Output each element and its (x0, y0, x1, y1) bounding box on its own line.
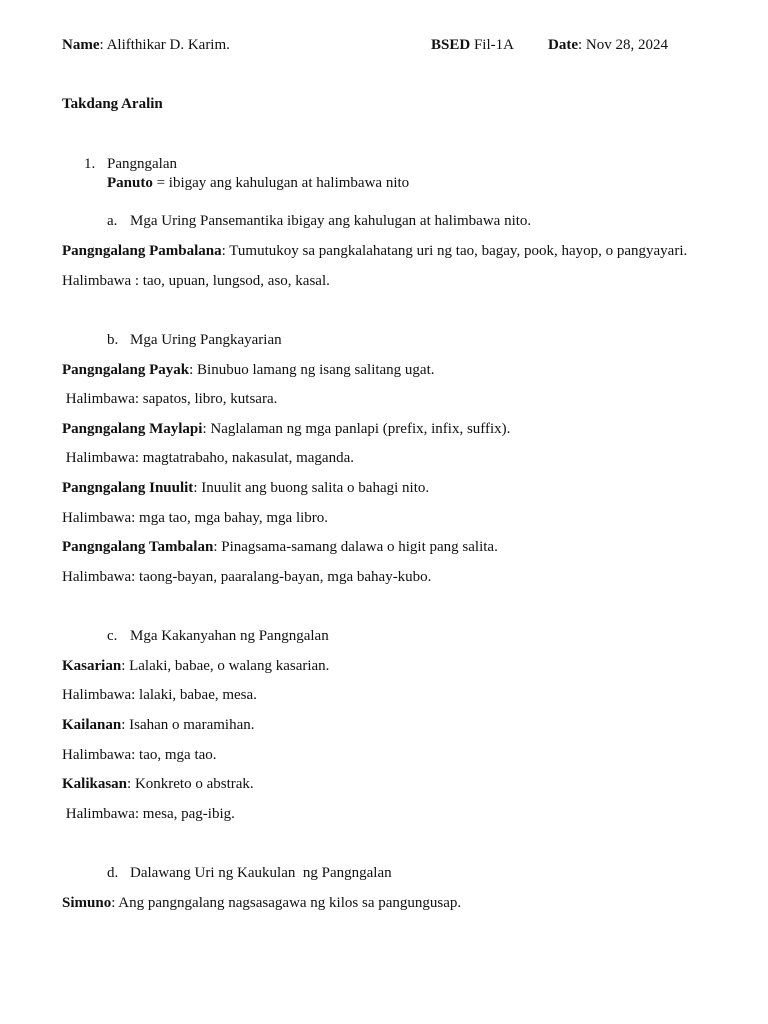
section-b-heading: Mga Uring Pangkayarian (130, 332, 282, 348)
document-title: Takdang Aralin (62, 96, 163, 112)
sub-marker-c: c. (107, 628, 118, 644)
term: Pangngalang Maylapi (62, 421, 203, 437)
definition-line (62, 478, 429, 498)
definition-line (62, 360, 435, 380)
example-line: Halimbawa: tao, mga tao. (62, 747, 217, 763)
panuto-line (107, 173, 409, 193)
definition: : Inuulit ang buong salita o bahagi nito. (193, 480, 430, 496)
definition-line (62, 419, 510, 439)
name-label: Name (62, 37, 100, 53)
definition-line (62, 241, 687, 261)
sub-marker-a: a. (107, 213, 118, 229)
header-date (548, 35, 668, 55)
term: Kailanan (62, 717, 122, 733)
sub-marker-d: d. (107, 865, 119, 881)
header-course (431, 35, 514, 55)
date-label: Date (548, 37, 578, 53)
term: Pangngalang Pambalana (62, 243, 222, 259)
example-line: Halimbawa: mesa, pag-ibig. (62, 806, 235, 822)
section-d-heading: Dalawang Uri ng Kaukulan ng Pangngalan (130, 865, 392, 881)
panuto-label: Panuto (107, 175, 153, 191)
item1-label: Pangngalan (107, 156, 177, 172)
example-line: Halimbawa: mga tao, mga bahay, mga libro. (62, 510, 329, 526)
definition-line (62, 893, 461, 913)
example-line: Halimbawa: taong-bayan, paaralang-bayan, mga bahay-kubo. (62, 569, 432, 585)
term: Pangngalang Inuulit (62, 480, 194, 496)
definition: : Konkreto o abstrak. (127, 776, 254, 792)
name-value: : Alifthikar D. Karim. (99, 37, 230, 53)
section-c-heading: Mga Kakanyahan ng Pangngalan (130, 628, 329, 644)
sub-marker-b: b. (107, 332, 119, 348)
example-line: Halimbawa: magtatrabaho, nakasulat, maganda. (62, 450, 354, 466)
example-line: Halimbawa: lalaki, babae, mesa. (62, 687, 257, 703)
term: Simuno (62, 895, 112, 911)
definition: : Tumutukoy sa pangkalahatang uri ng tao, bagay, pook, hayop, o pangyayari. (221, 243, 688, 259)
definition-line (62, 656, 329, 676)
section-a-heading: Mga Uring Pansemantika ibigay ang kahulugan at halimbawa nito. (130, 213, 532, 229)
term: Pangngalang Tambalan (62, 539, 214, 555)
term: Pangngalang Payak (62, 362, 190, 378)
course-value: Fil-1A (470, 37, 514, 53)
definition-line (62, 715, 254, 735)
date-value: : Nov 28, 2024 (578, 37, 668, 53)
panuto-text: = ibigay ang kahulugan at halimbawa nito (152, 175, 410, 191)
definition: : Ang pangngalang nagsasagawa ng kilos sa pangungusap. (111, 895, 462, 911)
example-line: Halimbawa : tao, upuan, lungsod, aso, kasal. (62, 273, 330, 289)
definition: : Isahan o maramihan. (121, 717, 255, 733)
definition: : Naglalaman ng mga panlapi (prefix, infix, suffix). (202, 421, 511, 437)
term: Kalikasan (62, 776, 128, 792)
list-marker-1: 1. (84, 156, 96, 172)
course-label: BSED (431, 37, 471, 53)
header-name (62, 35, 230, 55)
definition: : Binubuo lamang ng isang salitang ugat. (189, 362, 435, 378)
definition: : Pinagsama-samang dalawa o higit pang salita. (213, 539, 498, 555)
term: Kasarian (62, 658, 122, 674)
definition-line (62, 774, 254, 794)
definition-line (62, 537, 498, 557)
definition: : Lalaki, babae, o walang kasarian. (121, 658, 330, 674)
example-line: Halimbawa: sapatos, libro, kutsara. (62, 391, 278, 407)
